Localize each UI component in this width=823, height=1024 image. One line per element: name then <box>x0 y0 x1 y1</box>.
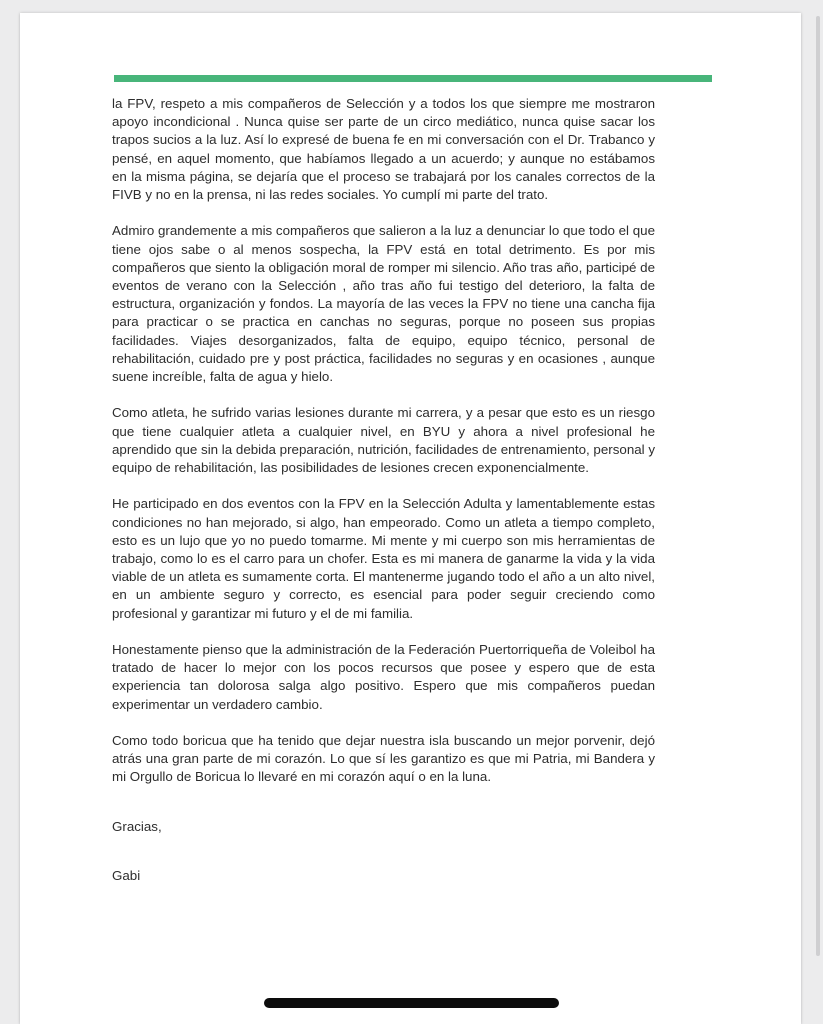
letter-greeting: Gracias, <box>112 819 162 834</box>
letter-body <box>112 95 655 805</box>
document-page <box>20 13 801 1024</box>
letter-signature: Gabi <box>112 868 141 883</box>
home-indicator-bar[interactable] <box>264 998 559 1008</box>
letter-paragraph-3: Como atleta, he sufrido varias lesiones durante mi carrera, y a pesar que esto es un riesgo que tiene cualquier atleta a cualquier nivel, en BYU y ahora a nivel profesional he aprendido que sin la debida preparación, nutrición, facilidades de entrenamiento, personal y equipo de rehabilitación, las posibilidades de lesiones crecen exponencialmente. <box>112 405 656 476</box>
letter-paragraph-1: la FPV, respeto a mis compañeros de Selección y a todos los que siempre me mostraron apoyo incondicional . Nunca quise ser parte de un circo mediático, nunca quise sacar los trapos sucios a la luz. Así lo expresé de buena fe en mi conversación con el Dr. Trabanco y pensé, en aquel momento, que habíamos llegado a un acuerdo; y aunque no estábamos en la misma página, se dejaría que el proceso se trabajará por los canales correctos de la FIVB y no en la prensa, ni las redes sociales. Yo cumplí mi parte del trato. <box>112 96 655 203</box>
vertical-scrollbar[interactable] <box>816 16 820 956</box>
letter-paragraph-5: Honestamente pienso que la administración de la Federación Puertorriqueña de Voleibol ha tratado de hacer lo mejor con los pocos recursos que posee y espero que de esta experiencia tan dolorosa salga algo positivo. Espero que mis compañeros puedan experimentar un verdadero cambio. <box>112 642 655 712</box>
letter-paragraph-2: Admiro grandemente a mis compañeros que salieron a la luz a denunciar lo que todo el que tiene ojos sabe o al menos sospecha, la FPV está en total detrimento. Es por mis compañeros que siento la obligación moral de romper mi silencio. Año tras año, participé de eventos de verano con la Selección , año tras año fui testigo del deterioro, la falta de estructura, organización y fondos. La mayoría de las veces la FPV no tiene una cancha fija para practicar o se practica en canchas no seguras, porque no poseen sus propias facilidades. Viajes desorganizados, falta de equipo, equipo técnico, personal de rehabilitación, cuidado pre y post práctica, facilidades no seguras y en ocasiones , aunque suene increíble, falta de agua y hielo. <box>112 223 655 385</box>
letter-paragraph-4: He participado en dos eventos con la FPV en la Selección Adulta y lamentablemente estas condiciones no han mejorado, si algo, han empeorado. Como un atleta a tiempo completo, esto es un lujo que yo no puedo tomarme. Mi mente y mi cuerpo son mis herramientas de trabajo, como lo es el carro para un chofer. Esta es mi manera de ganarme la vida y la vida viable de un atleta es sumamente corta. El mantenerme jugando todo el año a un alto nivel, en un ambiente seguro y correcto, es esencial para poder seguir creciendo como profesional y garantizar mi futuro y el de mi familia. <box>112 496 655 621</box>
letter-paragraph-6: Como todo boricua que ha tenido que dejar nuestra isla buscando un mejor porvenir, dejó atrás una gran parte de mi corazón. Lo que sí les garantizo es que mi Patria, mi Bandera y mi Orgullo de Boricua lo llevaré en mi corazón aquí o en la luna. <box>112 733 655 785</box>
header-accent-rule <box>114 75 712 82</box>
